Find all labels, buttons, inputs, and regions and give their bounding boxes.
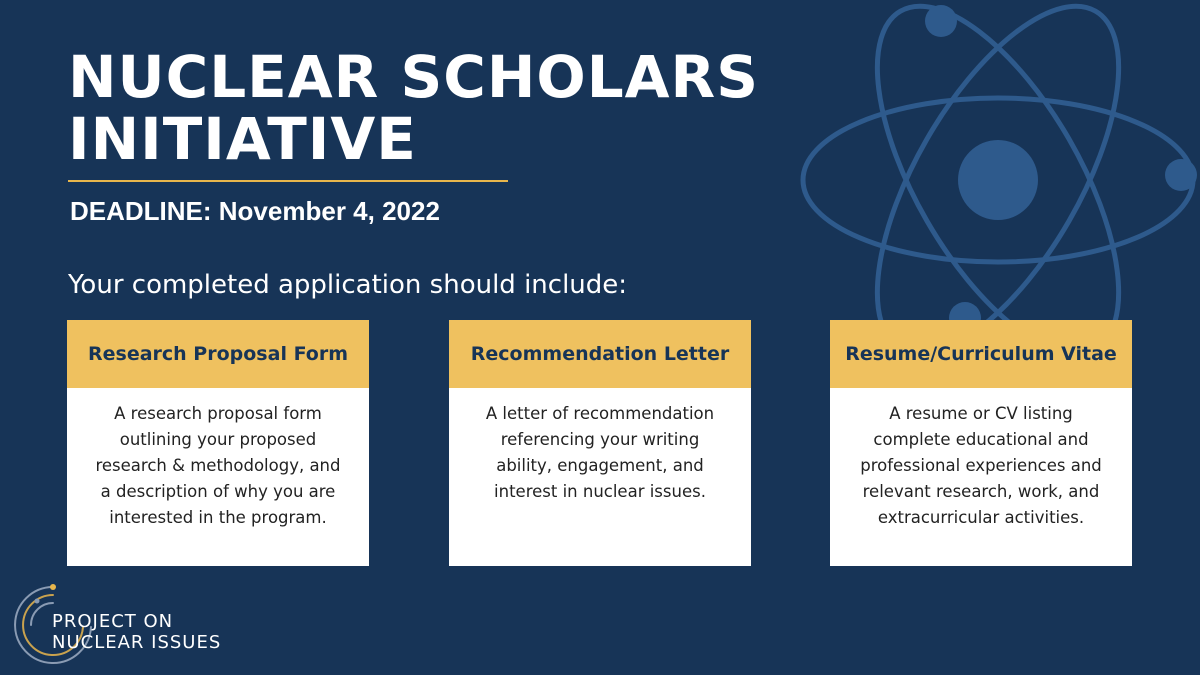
card-heading: Research Proposal Form — [67, 320, 369, 388]
title-line-2: INITIATIVE — [68, 105, 417, 173]
card-heading: Resume/Curriculum Vitae — [830, 320, 1132, 388]
logo-line-1: PROJECT ON — [52, 611, 174, 632]
intro-text: Your completed application should include: — [68, 270, 628, 300]
card-research-proposal — [67, 320, 369, 566]
logo-line-2: NUCLEAR ISSUES — [52, 632, 222, 653]
card-description: A resume or CV listing complete educational and professional experiences and relevant research, work, and extracurricular activities. — [860, 404, 1102, 527]
page-title — [68, 43, 759, 173]
deadline-text: DEADLINE: November 4, 2022 — [70, 196, 440, 226]
organization-logo-text — [52, 611, 221, 653]
card-description: A letter of recommendation referencing your writing ability, engagement, and interest in nuclear issues. — [485, 404, 715, 501]
atom-icon — [780, 0, 1200, 340]
card-description: A research proposal form outlining your proposed research & methodology, and a description of why you are interested in the program. — [95, 404, 341, 527]
card-recommendation-letter — [449, 320, 751, 566]
title-divider — [68, 180, 508, 182]
card-heading: Recommendation Letter — [449, 320, 751, 388]
card-resume-cv — [830, 320, 1132, 566]
title-line-1: NUCLEAR SCHOLARS — [68, 43, 759, 111]
